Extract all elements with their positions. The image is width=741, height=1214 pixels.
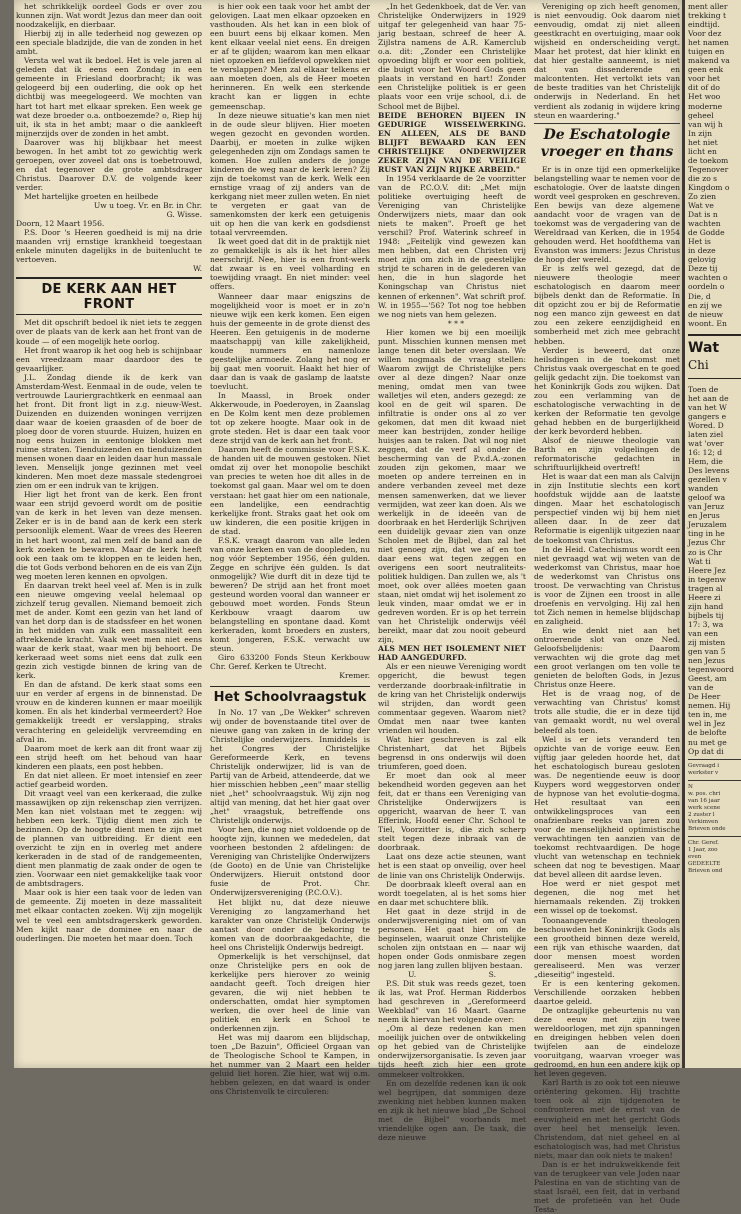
text-line-fragment: Die, d (688, 291, 711, 301)
article-body-kerk-continued (210, 2, 370, 653)
column-4 (534, 2, 680, 1214)
paragraph: Er is zelfs wel gezegd, dat de nieuwere theologie meer eschatologisch en daarom meer bijbels denkt dan de Reformatie. In dit opzicht zou er bij de Reformatie nog een manco zijn geweest en dat zou een zekere eenzijdigheid en somberheid met zich mee gebracht hebben. (534, 264, 680, 346)
text-line-fragment: van het W (688, 402, 727, 412)
text-line-fragment: wachten o (688, 273, 728, 283)
text-line-fragment: In zijn (688, 128, 712, 138)
text-line-fragment: ting in he (688, 529, 725, 539)
article-body-isolement (378, 328, 526, 645)
text-line-fragment: Brieven onde (688, 825, 726, 832)
text-line-fragment: 2 zuster l (688, 811, 715, 818)
paragraph: F.S.K. vraagt daarom van alle leden van onze kerken en van de doopleden, nu nog vóór September 1956, één gulden. Zegge en schrijve één gulden. Is dat onmogelijk? Wie durft dit in deze tijd te beweren? De strijd aan het front moet gesteund worden vooral dan wanneer er gebouwd moet worden. Fonds Steun Kerkbouw vraagt daarom uw belangstelling en spontane daad. Komt kerkeraden, komt broeders en zusters, komt jongeren, F.S.K. verwacht uw steun. (210, 535, 370, 654)
text-line-fragment: voor het (688, 74, 720, 84)
text-line-fragment: Wored. D (688, 420, 724, 430)
text-line-fragment: geheel (688, 110, 714, 120)
column-2 (210, 2, 370, 1097)
section-divider-stars: * * * (447, 318, 465, 328)
paragraph: Als er een nieuwe Vereniging wordt opgericht, die bewust tegen verderzande doorbraak-infiltratie in de kring van het Christelijk onderwijs wil strijden, dan wordt geen commentaar gegeven. Waarom niet? Omdat men naar twee kanten vrienden wil houden. (378, 662, 526, 735)
article-body-vereniging (378, 662, 526, 970)
article-body-kerk-aan-het-front (16, 318, 202, 942)
text-line-fragment: Wat ve (688, 201, 714, 211)
text-line-fragment: Jeruzalem (688, 520, 727, 530)
paragraph: Wat hier geschreven is zal elk Christenhart, dat het Bijbels begrensd in ons onderwijs wil doen triumferen, goed doen. (378, 734, 526, 771)
text-line-fragment: Hem, die (688, 457, 723, 467)
text-line-fragment: de Godde (688, 228, 725, 238)
emphasized-passage: BEIDE BEHOREN BIJEEN IN GEDURIGE WISSELWERKING. EN ALLEEN, ALS DE BAND BLIJFT BEWAARD KAN EEN CHRISTELIJKE ONDERWIJZER ZEKER ZIJN VAN DE VEILIGE RUST VAN ZIJN RIJKE ARBEID." (378, 110, 526, 174)
article-heading-eschatologie: De Eschatologie vroeger en thans (540, 126, 674, 160)
adjacent-page-ad-3 (688, 840, 741, 875)
text-line-fragment: bijbels tij (688, 610, 724, 620)
text-line-fragment: Des levens (688, 466, 730, 476)
paragraph: En om dezelfde redenen kan ik ook wel begrijpen, dat sommigen deze zwenking niet hebben kunnen maken en zijk ik het nieuwe blad „De School met de Bijbel" voorbands met vriendelijke ogen aan. De taak, die deze nieuwe (378, 1078, 526, 1142)
text-line-fragment: ten in, me (688, 710, 727, 720)
text-line-fragment: dit of do (688, 83, 720, 93)
paragraph: In 1954 verklaarde de 2e voorzitter van de P.C.O.V. dit: „Met mijn politieke overtuiging heeft de Vereniging van Christelijke Onderwijzers niets, maar dan ook niets te maken". Proeft ge het verschil? Prof. Waterink schreef in 1948: „Feitelijk vind gewezen kan men hebben, dat een Christen vrij moet zijn om zich in de geestelijke strijd te scharen in de gelederen van hen, die in hun slagorde het Koningschap van Christus niet kennen of erkennen". Wat schrift prof. W. in 1955—'56? Tot nog toe hebben we nog niets van hem gelezen. (378, 173, 526, 319)
paragraph: De doorbraak kleeft overal aan en wordt toegelaten, al is het soms hier en daar met schuchtere blik. (378, 879, 526, 907)
article-signature-us (378, 970, 526, 979)
adjacent-page-heading: Wat Chi (688, 334, 741, 379)
paragraph: Er is een kentering gekomen. Verschillende oorzaken hebben daartoe geleid. (534, 978, 680, 1006)
text-line-fragment: werkster v (688, 769, 719, 776)
signature-left: U. (408, 970, 417, 980)
letter-continuation (16, 2, 202, 201)
text-line-fragment: Deze tij (688, 264, 718, 274)
paragraph: Maar ook is hier een taak voor de leden van de gemeente. Zij moeten in deze massaliteit met elkaar contacten zoeken. Wij zijn mogelijk wel te veel een ambtsdragerskerk geworden. Men kijkt naar de dominee en naar de ouderlingen. Die moeten het maar doen. Toch (16, 888, 202, 943)
text-line-fragment: 16: 12; d (688, 448, 723, 458)
article-body-schoolvraagstuk (210, 708, 370, 1097)
text-line-fragment: makend va (688, 56, 730, 66)
paragraph: Hier komen we bij een moeilijk punt. Misschien kunnen mensen met lange tenen dit beter overslaan. We willen nogmaals de vraag stellen: Waarom zwijgt de Christelijke pers over al deze dingen? Naar onze mening, omdat men van twee walletjes wil eten, anders gezegd: ze kool en de geit wil sparen. De infiltratie is onder ons al zo ver gekomen, dat men dit kwaad niet meer kan bestrijden, zonder heilige huisjes aan te raken. Dat wil nog niet zeggen, dat de verf al onder de bescherming van de P.v.d.A.-zonen zouden zijn gekomen, maar we moeten op andere terreinen en in andere verbanden zeveel met deze mensen samenwerken, dat we liever vermijden, wat zeer kan doen. Als we werkelijk in de ideeën van de doorbraak en het Herderlijk Schrijven een duidelijk gevaar zien van onze Scholen met de Bijbel, dan zal het niet genoeg zijn, dat we af en toe daar eens wat tegen zeggen en overigens een soort neutraliteits-politiek huldigen. Dan zullen we, als 't moet, ook over allées moeten gaan staan, niet omdat wij het isolement zo leuk vinden, maar omdat we er in gedreven worden. Er is op het terrein van het Christelijk onderwijs véél bereikt, maar dat zou nooit gebeurd zijn, (378, 327, 526, 645)
text-line-fragment: trekking t (688, 11, 727, 21)
text-line-fragment: tuigen en (688, 47, 725, 57)
text-line-fragment: zo is Chr (688, 547, 723, 557)
article-body-eschatologie (534, 165, 680, 1214)
paragraph: In No. 17 van „De Wekker" schreven wij onder de bovenstaande titel over de nieuwe gang van zaken in de kring der Christelijke onderwijzers. Inmiddels is het Congres der Christelijke Gereformeerde Kerk, en tevens Christelijk onderwijzer, lid is van de Partij van de Arbeid, attendeerde, dat we hier misschien hebben „een" maar stellig niet „het" schoolvraagstuk. Wij zijn nog altijd van mening, dat het hier gaat over „het" vraagstuk, betreffende ons Christelijk onderwijs. (210, 707, 370, 826)
text-line-fragment: Het is (688, 237, 711, 247)
column-1 (16, 2, 202, 1064)
text-line-fragment: Chr. Geref. (688, 839, 719, 846)
text-line-fragment: N (688, 783, 693, 790)
paragraph: is hier ook een taak voor het ambt der gelovigen. Laat men elkaar opzoeken en vasthouden. Als het kan in een blok of een buurt eens bij elkaar komen. Men kent elkaar veelal niet eens. En dreigen er af te glijden; waarom kan men elkaar niet opzoeken en liefdevol opwekken niet te verslappen? Men zal elkaar telkens er aan moeten doen, als de Heer moeten herinneren. En welk een sterkende kracht kan er liggen in echte gemeenschap. (210, 2, 370, 111)
text-line-fragment: en Jerus (688, 511, 720, 521)
paragraph: Dit vraagt veel van een kerkeraad, die zulke massawijken op zijn rekenschap zien verrijzen. Men kan niet volstaan met te zeggen: wij hebben een kerk. Tijdig dient men zich te bezinnen. Op de hoogte dient men te zijn met de plannen van uitbreiding. Er dient een overzicht te zijn en in overleg met andere kerkeraden in de stad of de randgemeenten, dient men planmatig de zaak onder de ogen te zien. Voorwaar een niet gemakkelijke taak voor de ambtsdragers. (16, 788, 202, 889)
article-body-vereniging-end (534, 2, 680, 120)
paragraph: „Om al deze redenen kan men moeilijk juichen over de ontwikkeling op het gebied van de Christelijke onderwijzersorganisatie. Is zeven jaar tijds heeft zich hier een grote ommekeer voltrokken. (378, 1024, 526, 1079)
text-line-fragment: wat 'over (688, 438, 724, 448)
text-line-fragment: 1 Jaar, zoo (688, 846, 718, 853)
text-line-fragment: Geest, am (688, 674, 727, 684)
text-line-fragment: gangers e (688, 411, 727, 421)
text-line-fragment: de belofte (688, 728, 727, 738)
text-line-fragment: in tegenw (688, 574, 727, 584)
paragraph: P.S. Dit stuk was reeds gezet, toen ik las, wat Prof. Herman Ridderbos had geschreven in „Gereformeerd Weekblad" van 16 Maart. Gaarne neem ik hiervan het volgende over: (378, 979, 526, 1025)
paragraph: Het front waarop ik het oog heb is schijnbaar een vreedzaam maar daardoor des te gevaarlijker. (16, 345, 202, 373)
paragraph: „In het Gedenkboek, dat de Ver. van Christelijke Onderwijzers in 1929 uitgaf ter gelegenheid van haar 75-jarig bestaan, schreef de heer A. Zijlstra namens de A.R. Kamerclub o.a. dit: „Zonder een Christelijke opvoeding blijft er voor een politiek, die buigt voor het Woord Gods geen plaats in verstand en hart! Zonder een Christelijke politiek is er geen plaats voor een vrije school, d.i. de School met de Bijbel. (378, 2, 526, 111)
postscript-signature: W. (193, 264, 202, 274)
letter-place-date: Doorn, 12 Maart 1956. (16, 219, 105, 229)
divider (534, 123, 680, 124)
text-line-fragment: geloof wa (688, 493, 726, 503)
text-line-fragment: tegenwoord (688, 665, 734, 675)
text-line-fragment: in deze (688, 246, 716, 256)
paragraph: Wel is er iets veranderd ten opzichte van de vorige eeuw. Een vijftig jaar geleden hoorde het, dat het eschatologisch bureau gesloten was. De negentiende eeuw is door Kuypers word weggestorven onder de hypnose van het evolutie-dogma. Het resultaat van een ontwikkelingsproces van een onafzienbare reeks van jaren zou voor de menselijkheid optimistische verwachtingen ten aanzien van de toekomst rechtvaardigen. De hoge vlucht van wetenschap en techniek scheen dat nog te bevestigen. Maar dat bevel alleen dit aardse leven. (534, 734, 680, 880)
giro-note: Giro 633200 Fonds Steun Kerkbouw Chr. Geref. Kerken te Utrecht. (210, 653, 370, 672)
text-line-fragment: Wat ti (688, 556, 711, 566)
article-signature-kremer: Kremer. (339, 671, 370, 681)
paragraph: Er is in onze tijd een opmerkelijke belangstelling waar te nemen voor de eschatologie. Over de laatste dingen wordt veel gesproken en geschreven. Een bewijs van deze algemene aandacht voor de vragen van de toekomst was de vergadering van de Wereldraad van Kerken, die in 1954 gehouden werd. Het hoofdthema van Evanston was immers: Jezus Christus de hoop der wereld. (534, 164, 680, 265)
letter-postscript: P.S. Door 's Heeren goedheid is mij na drie maanden vrij ernstige krankheid toegestaan enkele minuten dagelijks in de buitenlucht te vertoeven. (16, 228, 202, 265)
paragraph: Hierbij zij in alle tederheid nog gewezen op een speciale bladzijde, die van de zonden in het ambt. (16, 29, 202, 57)
text-line-fragment: tragen al (688, 583, 723, 593)
text-line-fragment: gelovig (688, 255, 716, 265)
text-line-fragment: de nieuw (688, 309, 723, 319)
paragraph: Toonaangevende theologen beschouwden het Koninkrijk Gods als een grootheid binnen deze wereld, een rijk van ethische waarden, dat door mensen moest worden gerealiseerd. Men was verzer „dieseitig" ingesteld. (534, 915, 680, 979)
text-line-fragment: Gevraagd i (688, 762, 720, 769)
text-line-fragment: 17: 3, wa (688, 619, 724, 629)
text-line-fragment: Heere zi (688, 592, 721, 602)
paragraph: Hoe werd er niet gespot met degenen, die nog met het hiernamaals rekenden. Zij trokken een wissel op de toekomst. (534, 879, 680, 916)
paragraph: De ontzaglijke gebeurtenis nu van deze eeuw met zijn twee wereldoorlogen, met zijn spanningen en dreigingen hebben velen doen twijfelen aan de eindeloze vooruitgang, waarvan vroeger was gedroomd, en hun een andere kijk op het leven gegeven. (534, 1005, 680, 1079)
text-line-fragment: het namen (688, 38, 729, 48)
paragraph: En wie denkt niet aan het ontroerende slot van onze Ned. Geloofsbelijdenis: Daarom verwachten wij die grote dag met een groot verlangen om ten volle te genieten de beloften Gods, in Jezus Christus onze Heere. (534, 626, 680, 690)
paragraph: Vereniging op zich heeft genomen, is niet eenvoudig. Ook daarom niet eenvoudig, omdat zij niet alleen geestkracht en overtuiging, maar ook wijsheid en onderscheiding vergt. Maar het protest, dat hier klinkt en dat hier gestalte aanneemt, is niet dat van dissenderende en malcontenten. Het vertolkt iets van de beste tradities van het Christelijk onderwijs in Nederland. En het verdient als zodanig in wijdere kring steun en waardering." (534, 2, 680, 120)
text-line-fragment: licht en (688, 146, 717, 156)
paragraph: Het is de vraag nog, of de verwachting van Christus' komst trots alle studie, die er in deze tijd van gemaakt wordt, nu wel overal beleefd als toen. (534, 689, 680, 735)
paragraph: Het is waar dat een man als Calvijn in zijn Institutie slechts een kort hoofdstuk wijdde aan de laatste dingen. Maar het eschatologisch perspectief vinden wij bij hem niet alleen daar. In de zeer dat Reformatie is eigenlijk uitgezien naar de toekomst van Christus. (534, 472, 680, 545)
text-line-fragment: Kingdom o (688, 182, 730, 192)
text-line-fragment: nemen. Hij (688, 701, 731, 711)
paragraph: Daarom heeft de commissie voor F.S.K. de handen uit de mouwen gestoken. Niet omdat zij over het monopolie beschikt van precies te weten hoe dit alles in de toekomst gal gaan. Maar wel om te doen verstaan: het gaat hier om een nationale, een landelijke, een eendrachtig kerkelijke front. Straks gaat het ook om uw kinderen, die een positie krijgen in de stad. (210, 445, 370, 536)
paragraph: Verder is beweerd, dat onze heilsdingen in de toekomst met Christus vaak overgeschat en te goed gelijk gedacht zijn. Die toekomst van het Koninkrijk Gods zou wijken. Dat zou een verlamming van de eschatologische verwachting in de kerken der Reformatie ten gevolge gehad hebben en de burgerlijkheid der kerk bevorderd hebben. (534, 345, 680, 436)
text-line-fragment: van 16 jaar (688, 797, 720, 804)
paragraph: Versta wel wat ik bedoel. Het is vele jaren al geleden dat ik eens een Zondag in een gemeente in Friesland doorbracht; ik was gelogeerd bij een ouderling, die ook op het dichtbij was meegelogeerd. We mochten van hart tot hart met elkaar spreken. Een week ge wat deze broeder o.a. ontboezemde? o, Riep hij uit, ik sta in het ambt; maar o die aankleeft mijnerzijds over de zonden in het ambt. (16, 56, 202, 138)
paragraph: Ik weet goed dat dit in de praktijk niet zo gemakkelijk is als ik het hier alles neerschrijf. Nee, hier is een front-werk dat zwaar is en veel volharding en toewijding vraagt. En niet minder: veel offers. (210, 237, 370, 292)
text-line-fragment: Zo zien (688, 191, 717, 201)
paragraph: En dat niet alleen. Er moet intensief en zeer actief gearbeid worden. (16, 770, 202, 789)
text-line-fragment: het niet (688, 137, 718, 147)
text-line-fragment: zij misten (688, 638, 726, 647)
paragraph: het schrikkelijk oordeel Gods er over zou kunnen zijn. Wat wordt Jezus dan meer dan ooit noodzakelijk, en dierbaar. (16, 2, 202, 30)
paragraph: In Maassl, in Broek onder Akkerwoude, in Poederoyen, in Zaanslag en De Kolm kent men deze problemen tot op zekere hoogte. Maar ook in de grote steden. Het is daar een taak voor deze strijd van de kerk aan het front. (210, 391, 370, 446)
text-line-fragment: nen Jezus (688, 656, 726, 666)
text-line-fragment: eindtijd. (688, 20, 720, 30)
text-line-fragment: Het woo (688, 92, 721, 102)
text-line-fragment: van de (688, 683, 714, 693)
newspaper-page (14, 0, 682, 1214)
text-line-fragment: Toen de (688, 384, 719, 394)
paragraph: Karl Barth is zo ook tot een nieuwe oriëntering gekomen. Hij trachtte toen ook al zijn tijdgenoten te confronteren met de ernst van de eeuwigheid en met het gericht Gods over heel het menselijk leven. Christendom, dat niet geheel en al eschatologisch was, had met Christus niets, maar dan ook niets te maken! (534, 1078, 680, 1160)
text-line-fragment: Voor dez (688, 29, 722, 39)
text-line-fragment: wanden (688, 484, 719, 494)
text-line-fragment: GEDEELTE (688, 860, 721, 867)
text-line-fragment: Heere Jez (688, 565, 726, 575)
text-line-fragment: nu met ge (688, 737, 727, 747)
paragraph: Het gaat in deze strijd in de onderwijsvereniging niet om of van personen. Het gaat hier om de beginselen, waaruit onze Christelijke scholen zijn ontstaan en — naar wij hopen onder Gods onmisbare zegen nog jaren lang zullen blijven bestaan. (378, 906, 526, 970)
text-line-fragment: van Jeruz (688, 502, 725, 512)
paragraph: Laat ons deze actie steunen, want het is een staat op onveilig, over heel de linie van ons Christelijk Onderwijs. (378, 852, 526, 880)
text-line-fragment: moderne (688, 101, 723, 111)
adjacent-page-ad-2 (688, 784, 741, 833)
article-heading-schoolvraagstuk: Het Schoolvraagstuk (210, 686, 370, 705)
paragraph: Opmerkelijk is het verschijnsel, dat onze Christelijke pers en ook de kerkelijke pers hierover zo weinig aandacht geeft. Toch dreigen hier gevaren, die wij niet hebben te onderschatten, omdat hier symptomen werken, die over heel de linie van politiek en kerk en School te onderkennen zijn. (210, 951, 370, 1034)
letter-closing: Uw u toeg. Vr. en Br. in Chr. (93, 201, 202, 211)
paragraph: Het blijkt nu, dat deze nieuwe Vereniging zo langzamerhand het karakter van onze Christelijk Onderwijs aantast door onder de bekoring te komen van de doorbraakgedachte, die heel ons Christelijk Onderwijs bedreigt. (210, 897, 370, 952)
paragraph: En dan de afstand. De kerk staat soms een uur en verder af ergens in de binnenstad. De vrouw en de kinderen kunnen er maar moeilijk komen. En als het kinderbal vermeerdert? Hoe gemakkelijk treedt er verslapping, straks verachtering en geleidelijk vervreemding en afval in. (16, 680, 202, 744)
paragraph: Alsof de nieuwe theologie van Barth en zijn volgelingen de reformatorische gedachten in schriftuurlijkheid overtreft! (534, 436, 680, 473)
text-line-fragment: De Heer (688, 692, 721, 702)
paragraph: Het was mij daarom een blijdschap, toen „De Bazuin", Officieel Orgaan van de Theologische School te Kampen, in het nummer van 2 Maart een helder geluid liet horen. Zie hier, wat wij o.m. hebben gelezen, en dat waard is onder ons Christenvolk te circuleren: (210, 1033, 370, 1097)
text-line-fragment: het aan de (688, 393, 729, 403)
text-line-fragment: laten ziel (688, 429, 724, 439)
adjacent-page-text-top (688, 2, 741, 328)
paragraph: Daarom moet de kerk aan dit front waar zij een strijd heeft om het behoud van haar kinderen een plaats, een post hebben. (16, 743, 202, 771)
text-line-fragment: Verkimven (688, 818, 719, 825)
adjacent-page-edge (682, 0, 741, 1068)
paragraph: Hier ligt het front van de kerk. Een front waar een strijd gevoerd wordt om de positie van de kerk in het leven van deze mensen. Zeker er is in de band aan de kerk een sterk persoonlijk element. Waar de vrees des Heeren in het hart woont, zal men zelf de band aan de kerk zoeken te bewaren. Maar de kerk heeft ook een taak om te kloppen en te leiden hen, die tot Gods verbond behoren en de eis van Zijn weg moeten leren kennen en opvolgen. (16, 490, 202, 581)
article-heading-kerk-aan-het-front: DE KERK AAN HET FRONT (16, 277, 202, 315)
paragraph: Voor hen, die nog niet voldoende op de hoogte zijn, kunnen we mededelen, dat voorheen bestonden 2 afdelingen: de Vereniging van Christelijke Onderwijzers (de Gooto) en de Unie van Christelijke Onderwijzers. Hieruit ontstond door fusie de Prot. Chr. Onderwijzersvereniging (P.C.O.V.). (210, 825, 370, 898)
paragraph: En daarvan trekt heel veel af. Men is in zulk een nieuwe omgeving veelal helemaal op zichzelf terug gevallen. Niemand bemoeit zich met de ander. Komt een gezin van het land of van het dorp dan is de stadssfeer en het wonen in het midden van zulk een massaliteit een aftrekkende kracht. Vaak weet men niet eens waar de kerk staat, waar men bij behoort. De kerkeraad weet soms niet eens dat zulk een gezin zich vestigde binnen de kring van de kerk. (16, 580, 202, 681)
text-line-fragment: Jezus Chr (688, 538, 726, 548)
text-line-fragment: Op dat di (688, 746, 724, 756)
text-line-fragment: zijn hand (688, 601, 724, 611)
emphasized-isolement: ALS MEN HET ISOLEMENT NIET HAD AANGEDURFD. (378, 644, 526, 663)
article-body-paragraphs (378, 174, 526, 319)
quoted-passage (378, 2, 526, 111)
paragraph: Wanneer daar maar enigszins de mogelijkheid voor is moet er in zo'n nieuwe wijk een kerk komen. Een eigen huis der gemeente in de grote dienst des Heeren. Een getuigenis in de moderne maatschappij van kille zakelijkheid, koude nummers en namenloze geestelijke armoede. Zolang het nog er bij gaat men vooruit. Haakt het hier of daar dan is vaak de gaslamp de laatste toevlucht. (210, 291, 370, 391)
paragraph: Met hartelijke groeten en heilbede (24, 191, 159, 201)
text-line-fragment: Dat is n (688, 210, 718, 220)
text-line-fragment: w. pos. chri (688, 790, 721, 797)
text-line-fragment: de toekom (688, 155, 729, 165)
text-line-fragment: Tegenover (688, 164, 729, 174)
column-3 (378, 2, 526, 1142)
text-line-fragment: gen van 5 (688, 647, 726, 657)
text-line-fragment: werk scene (688, 804, 721, 811)
paragraph: In deze nieuwe situatie's kan men niet in de oude sleur blijven. Hier moeten wegen gezocht en gevonden worden. Daarbij, er moeten in zulke wijken gelegenheden zijn om Zondags samen te komen. Hoe zullen anders de jonge kinderen de weg naar de kerk leren? Zij zijn de toekomst van de kerk. Welk een ernstige vraag of zij anders van de kerkgang niet meer zullen weten. En niet te vergeten er gaat van de samenkomsten der kerk een getuigenis uit op hen die van kerk en godsdienst totaal vervreemden. (210, 110, 370, 238)
text-line-fragment: en zij we (688, 300, 722, 310)
paragraph: Er moet dan ook al meer bekendheid worden gegeven aan het feit, dat er thans een Vereniging van Christelijke Onderwijzers is opgericht, waarvan de heer T. van Efferink, Hoofd eener Chr. School te Tiel, Voorzitter is, die zich scherp stelt tegen deze inbraak van de doorbraak. (378, 770, 526, 853)
text-line-fragment: van wij h (688, 119, 723, 129)
paragraph: Met dit opschrift bedoel ik niet iets te zeggen over de plaats van de kerk aan het front van de koude — of een mogelijk hete oorlog. (16, 318, 202, 346)
article-postscript-ridderbos (378, 979, 526, 1142)
signature-right: S. (488, 970, 496, 980)
text-line-fragment: geen enk (688, 65, 724, 75)
text-line-fragment: ment aller (688, 2, 728, 11)
paragraph: Dan is er het indrukwekkende feit van de terugkeer van vele Joden naar Palestina en van de stichting van de staat Israël, een feit, dat in verband met de profetieën van het Oude Testa- (534, 1159, 680, 1214)
text-line-fragment: gezellen v (688, 475, 727, 485)
paragraph: In de Heid. Catechismus wordt een niet gevraagd wat wij weten van de wederkomst van Christus, maar hoe de wederkomst van Christus ons troost. De verwachting van Christus is voor de Zijnen een troost in alle droefenis en vervolging. Hij zal hen tot Zich nemen in hemelse blijdschap en zaligheid. (534, 544, 680, 626)
paragraph: Daarover was hij blijkbaar het meest bewogen. In het ambt tot zo gewichtig werk geroepen, over zoveel dat ons is toebetrouwd, en dat tegenover de grote ambtsdrager Christus. Daarover D.V. de volgende keer verder. (16, 137, 202, 192)
text-line-fragment: woont. En (688, 318, 727, 328)
letter-signer: G. Wisse. (166, 210, 202, 220)
text-line-fragment: wachten (688, 219, 721, 229)
text-line-fragment: die zo s (688, 173, 718, 183)
text-line-fragment: Brieven ond (688, 867, 723, 874)
adjacent-page-ad-1 (688, 763, 741, 777)
text-line-fragment: van een (688, 628, 719, 638)
paragraph: J.L. Zondag diende ik de kerk van Amsterdam-West. Eenmaal in de oude, velen te vertrouwde Lauriergrachtkerk en eenmaal aan het front. Dit front ligt in z.g. nieuw-West. Duizenden en duizenden woningen verrijzen daar waar de koeien graasden of de boer de ploeg door de voren stuurde. Huizen, huizen en nog eens huizen in eentonige blokken met ruime straten. Tienduizenden en tienduizenden mensen wonen daar en leiden daar hun massale leven. Menselijk jonge gezinnen met veel kinderen. Men moet deze massale stedengroei zien om er een indruk van te krijgen. (16, 372, 202, 491)
adjacent-page-text-bottom (688, 385, 741, 756)
text-line-fragment: even (688, 853, 702, 860)
text-line-fragment: oordeln o (688, 282, 725, 292)
text-line-fragment: wel in Jez (688, 719, 726, 729)
